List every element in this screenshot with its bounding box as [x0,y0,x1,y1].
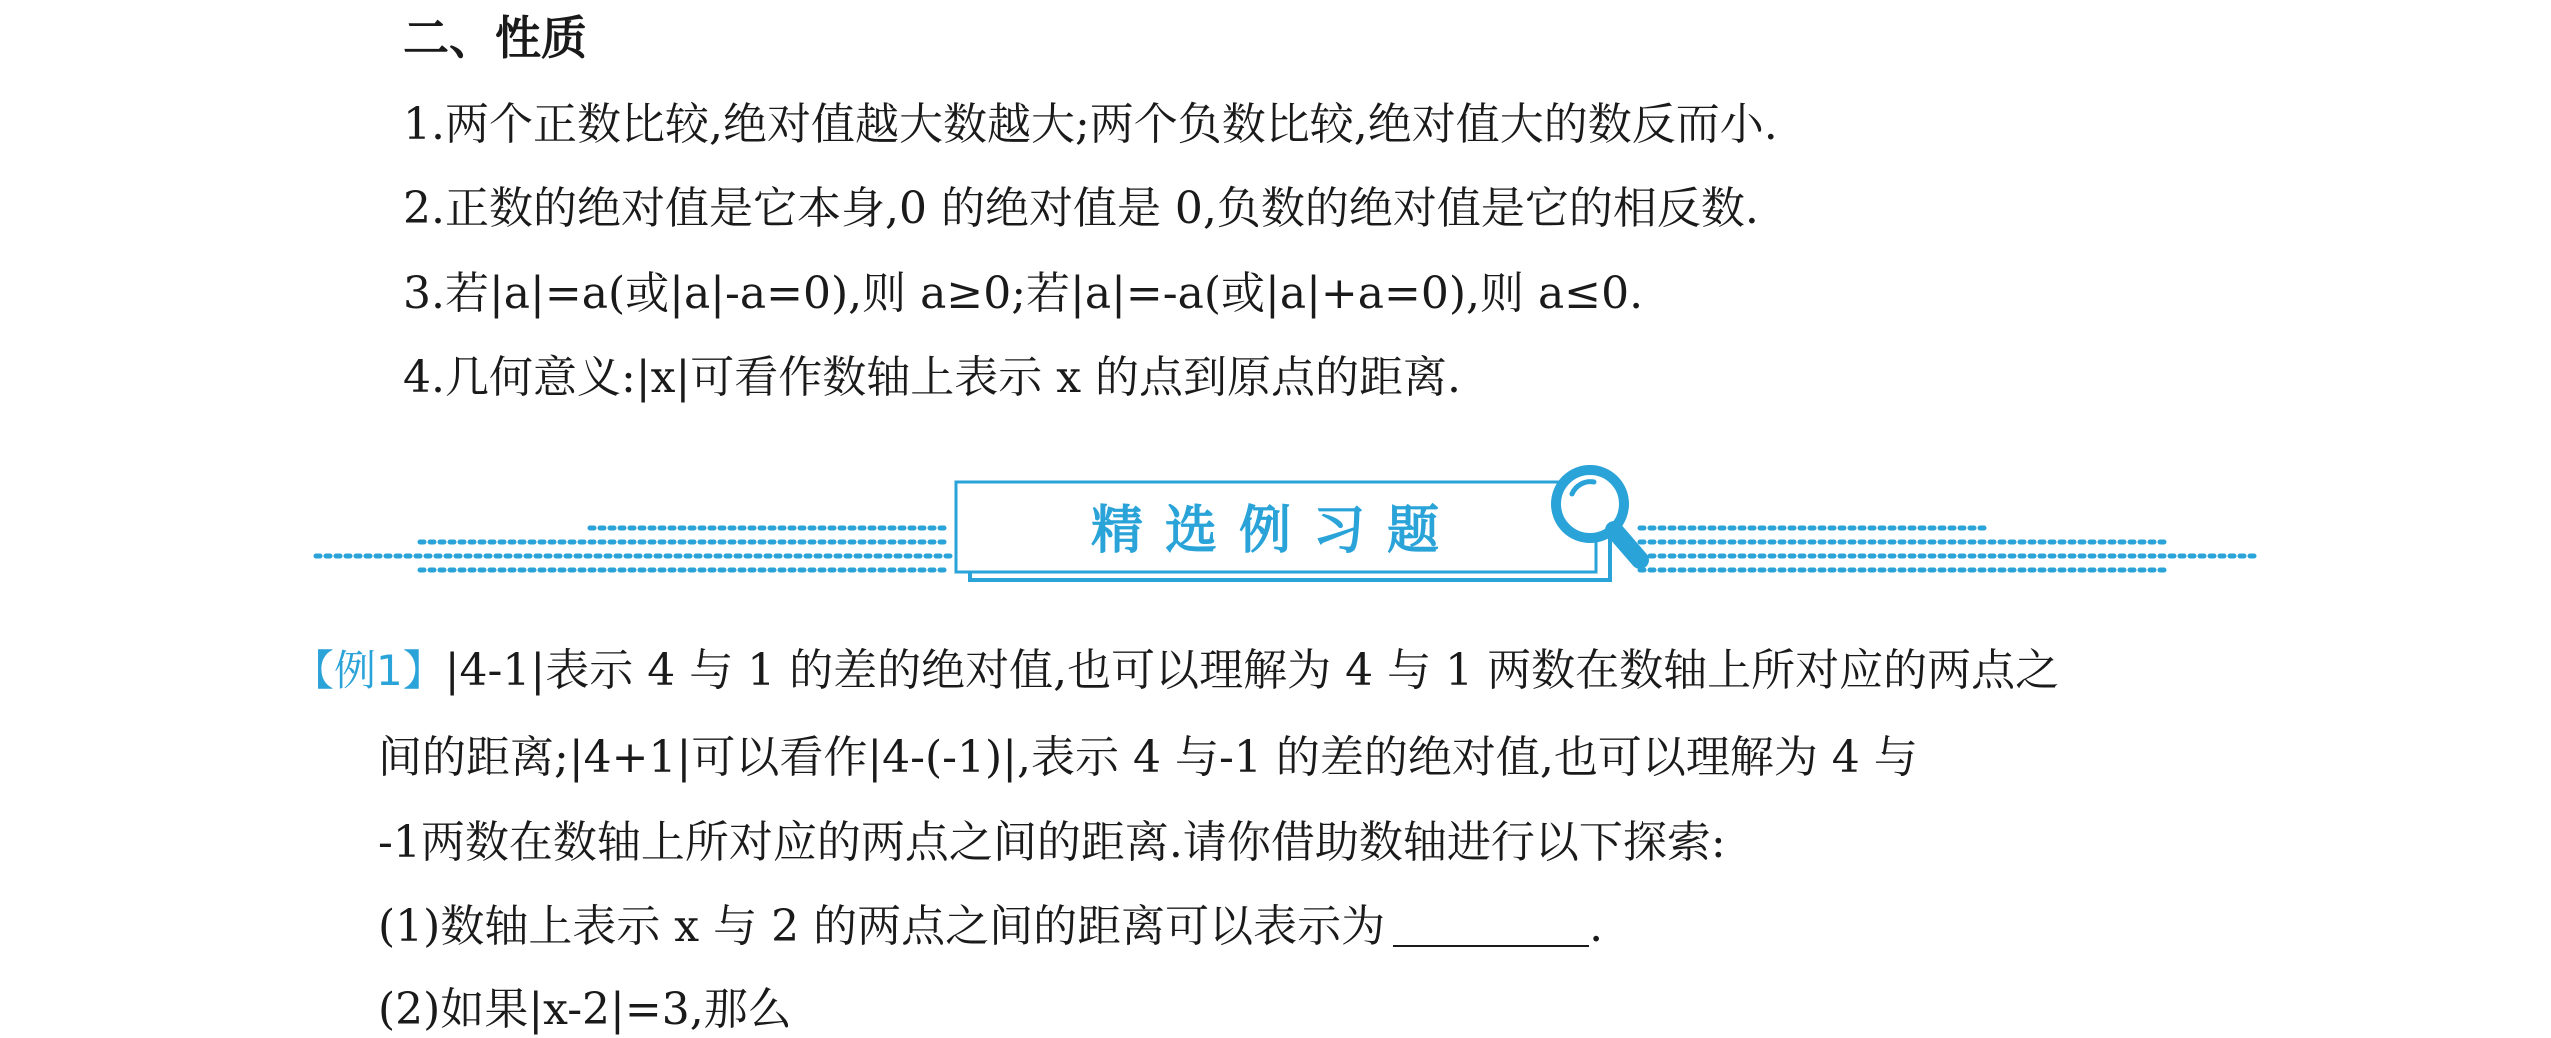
question-1 [378,899,1603,955]
property-item-1: 1.两个正数比较,绝对值越大数越大;两个负数比较,绝对值大的数反而小. [403,99,1778,150]
example-line-2: 间的距离;|4+1|可以看作|4-(-1)|,表示 4 与-1 的差的绝对值,也可以理解为 4 与 [378,732,1918,783]
property-item-4: 4.几何意义:|x|可看作数轴上表示 x 的点到原点的距离. [403,352,1462,403]
example-line-3: -1两数在数轴上所对应的两点之间的距离.请你借助数轴进行以下探索: [378,817,1726,868]
answer-blank[interactable] [1393,901,1589,947]
question-1-text: (1)数轴上表示 x 与 2 的两点之间的距离可以表示为 [378,901,1386,952]
section-heading: 二、性质 [403,11,587,65]
example-banner [310,460,2270,600]
example-label: 【例1】 [292,646,445,695]
banner-title: 精选例习题 [1090,501,1462,561]
property-item-3: 3.若|a|=a(或|a|-a=0),则 a≥0;若|a|=-a(或|a|+a=0),则 a≤0. [403,268,1644,319]
example-text-1: |4-1|表示 4 与 1 的差的绝对值,也可以理解为 4 与 1 两数在数轴上所对应的两点之 [444,645,2060,696]
example-line-1 [292,643,2059,699]
property-item-2: 2.正数的绝对值是它本身,0 的绝对值是 0,负数的绝对值是它的相反数. [403,183,1759,234]
question-1-end: . [1589,901,1604,952]
question-2-partial: (2)如果|x-2|=3,那么 [378,984,792,1035]
